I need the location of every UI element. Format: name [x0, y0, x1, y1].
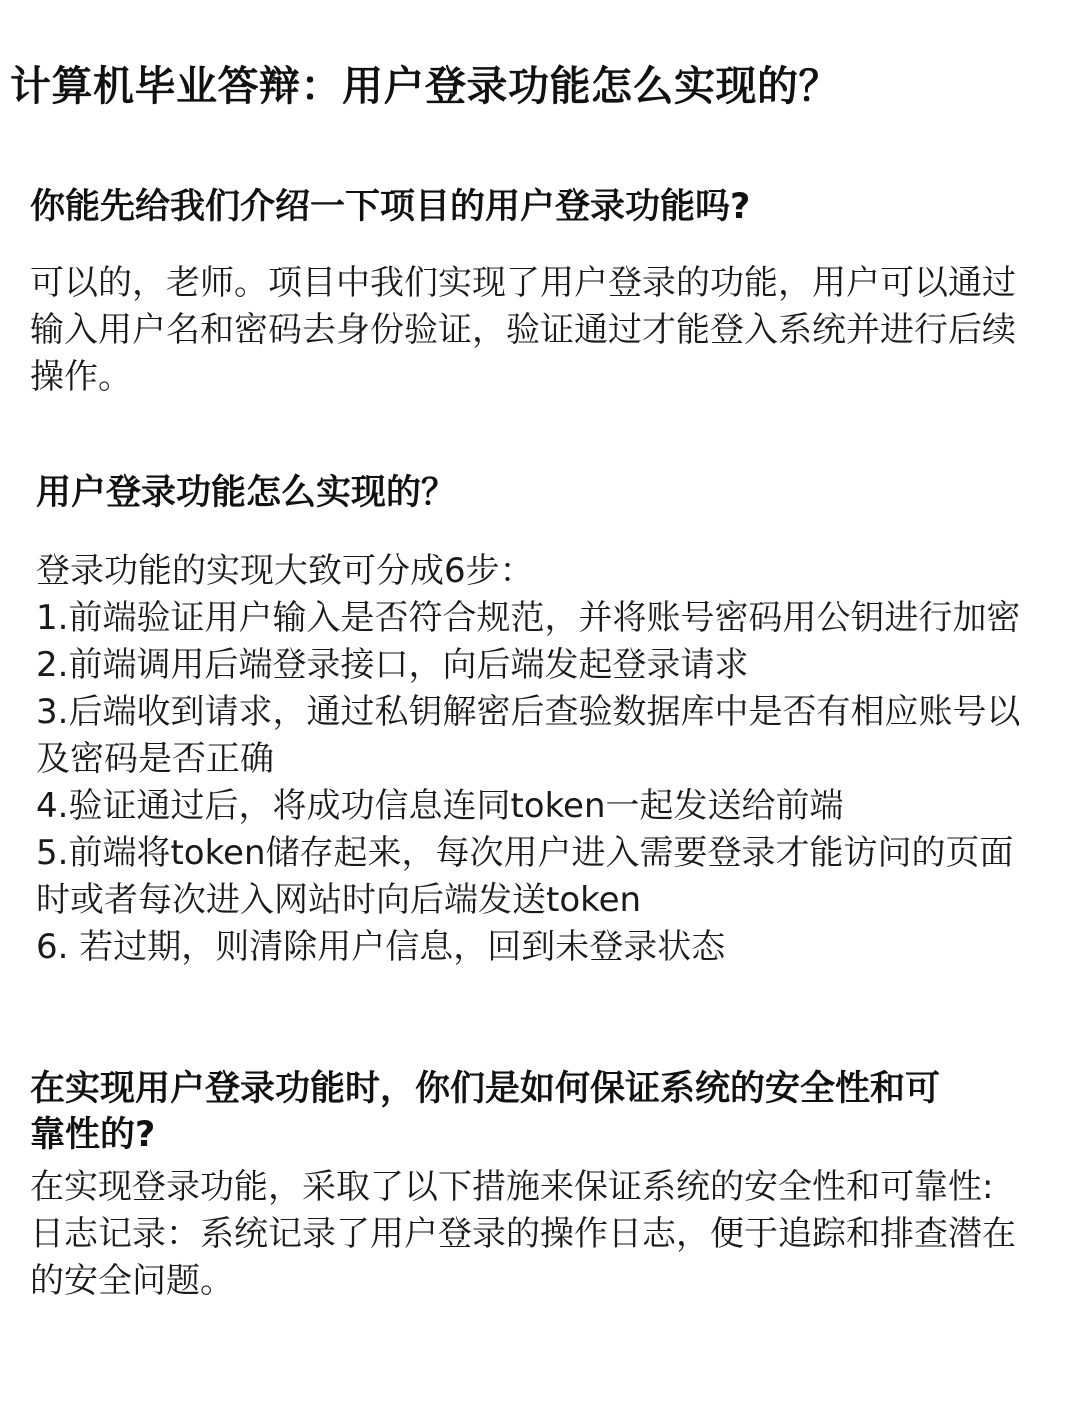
qa-section-implementation [36, 470, 1040, 971]
answer-text [36, 548, 1040, 971]
answer-step-1: 1.前端验证用户输入是否符合规范，并将账号密码用公钥进行加密 [36, 598, 1021, 638]
question-heading: 在实现用户登录功能时，你们是如何保证系统的安全性和可靠性的? [30, 1069, 941, 1155]
answer-step-2: 2.前端调用后端登录接口，向后端发起登录请求 [36, 645, 749, 685]
answer-step-4: 4.验证通过后，将成功信息连同token一起发送给前端 [36, 786, 844, 826]
answer-text [30, 1164, 1040, 1305]
answer-step-3: 3.后端收到请求，通过私钥解密后查验数据库中是否有相应账号以及密码是否正确 [36, 692, 1021, 779]
qa-section-security [30, 1066, 1040, 1305]
question-heading: 你能先给我们介绍一下项目的用户登录功能吗? [30, 187, 751, 227]
answer-paragraph: 在实现登录功能，采取了以下措施来保证系统的安全性和可靠性: [30, 1167, 994, 1207]
answer-text [30, 260, 1040, 401]
qa-section-intro [30, 184, 1040, 401]
page-title: 计算机毕业答辩：用户登录功能怎么实现的？ [10, 62, 840, 110]
answer-line: 登录功能的实现大致可分成6步： [36, 551, 534, 591]
answer-paragraph: 日志记录：系统记录了用户登录的操作日志，便于追踪和排查潜在的安全问题。 [30, 1214, 1016, 1301]
question-heading: 用户登录功能怎么实现的？ [36, 473, 457, 513]
answer-step-6: 6. 若过期，则清除用户信息，回到未登录状态 [36, 927, 726, 967]
answer-step-5: 5.前端将token储存起来，每次用户进入需要登录才能访问的页面时或者每次进入网站时向后端发送token [36, 833, 1014, 920]
answer-paragraph: 可以的，老师。项目中我们实现了用户登录的功能，用户可以通过输入用户名和密码去身份验证，验证通过才能登入系统并进行后续操作。 [30, 263, 1016, 397]
